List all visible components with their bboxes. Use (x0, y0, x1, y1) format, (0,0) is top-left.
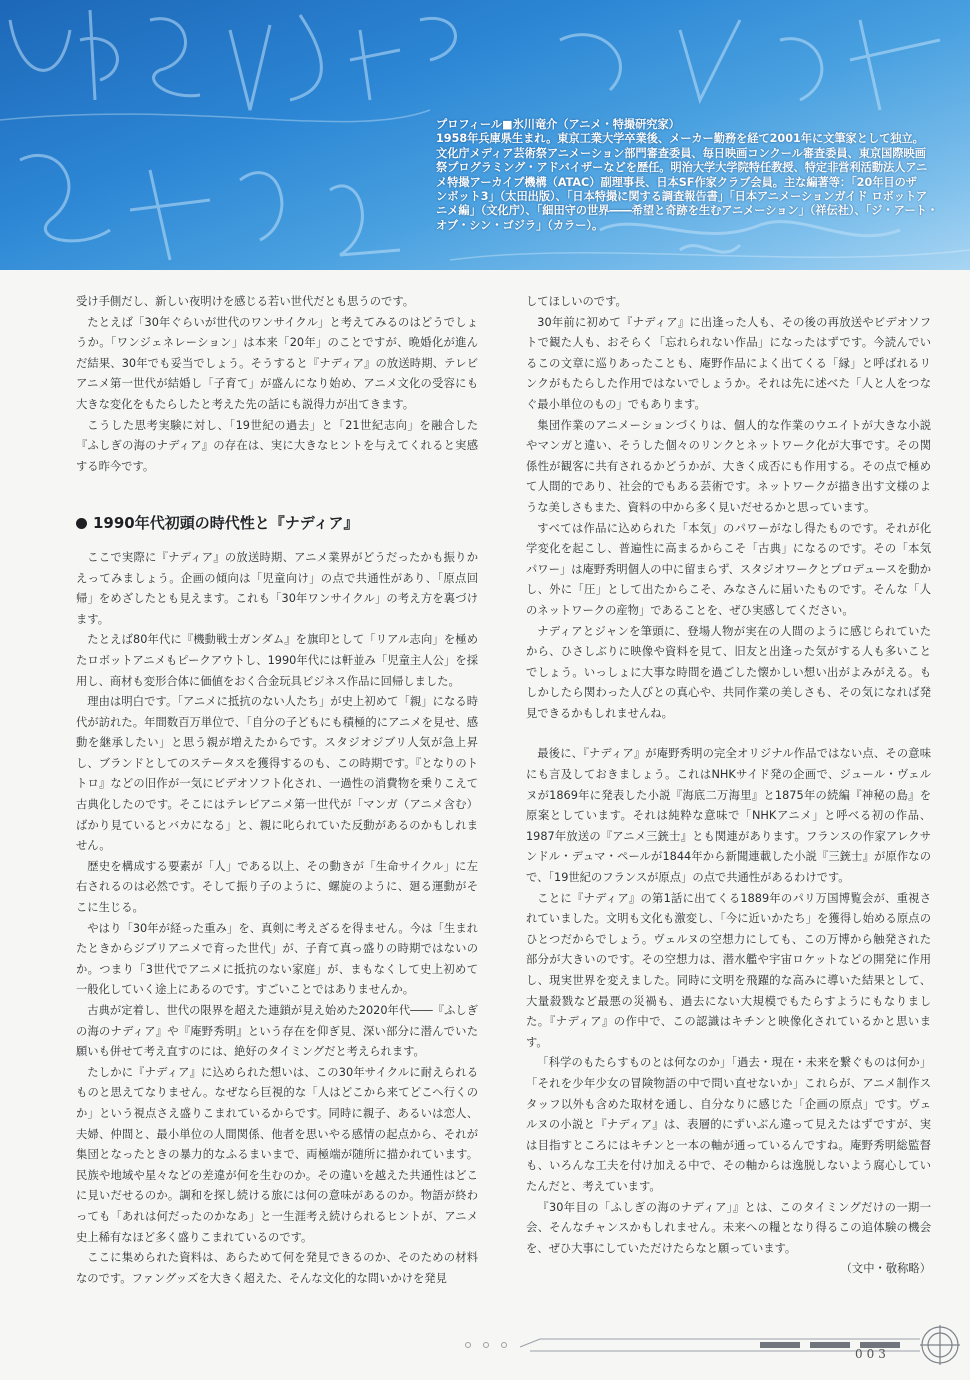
paragraph: 30年前に初めて『ナディア』に出逢った人も、その後の再放送やビデオソフトで観た人も、おそらく「忘れられない作品」になったはずです。今読んでいるこの文章に巡りあったことも、庵野作品によく出てくる「縁」と呼ばれるリンクがもたらした作用ではないでしょうか。それは先に述べた「人と人をつなぐ最小単位のもの」でもあります。 (526, 315, 931, 411)
paragraph: たしかに『ナディア』に込められた想いは、この30年サイクルに耐えられるものと思えてなりません。なぜなら巨視的な「人はどこから来てどこへ行くのか」という視点さえ盛りこまれているからです。同時に親子、あるいは恋人、夫婦、仲間と、最小単位の人間関係、他者を思いやる感情の起点から、それが集団となったときの暴力的なふるまいまで、両極端が随所に描かれています。民族や地域や星々などの差違が何を生むのか。その違いを越えた共通性はどこに見いだせるのか。調和を探し続ける旅には何の意味があるのか。物語が終わっても「あれは何だったのかなあ」と一生涯考え続けられるヒントが、アニメ史上稀有なほど多く盛りこまれているのです。 (76, 1065, 478, 1244)
paragraph: たとえば「30年ぐらいが世代のワンサイクル」と考えてみるのはどうでしょうか。「ワンジェネレーション」は本来「20年」のことですが、晩婚化が進んだ結果、30年でも妥当でしょう。そうすると『ナディア』の放送時期、テレビアニメ第一世代が結婚し「子育て」が盛んになり始め、アニメ文化の受容にも大きな変化をもたらしたと考えた先の話にも説得力が出てきます。 (76, 315, 478, 411)
profile-line: ニメ編」（文化庁）、「細田守の世界――希望と奇跡を生むアニメーション」（祥伝社）、「ジ・アート・ (436, 204, 939, 218)
paragraph: 最後に、『ナディア』が庵野秀明の完全オリジナル作品ではない点、その意味にも言及しておきましょう。これはNHKサイド発の企画で、ジュール・ヴェルヌが1869年に発表した小説『海底二万海里』と1875年の続編『神秘の島』を原案としています。それは純粋な意味で「NHKアニメ」と呼べる初の作品、1987年放送の『アニメ三銃士』とも関連があります。フランスの作家アレクサンドル・デュマ・ペールが1844年から新聞連載した小説『三銃士』が原作なので、「19世紀のフランスが原点」の点で共通性があるわけです。 (526, 747, 931, 885)
footer-ornament (0, 1325, 970, 1380)
paragraph: やはり「30年が経った重み」を、真剣に考えざるを得ません。今は「生まれたときからジブリアニメで育った世代」が、子育て真っ盛りの時期ではないのか。つまり「3世代でアニメに抵抗のない家庭」が、まもなくして史上初めて一般化していく途上にあるのです。すごいことではありませんか。 (76, 921, 478, 997)
paragraph: 古典が定着し、世代の限界を超えた連鎖が見え始めた2020年代――『ふしぎの海のナディア』や『庵野秀明』という存在を仰ぎ見、深い部分に潜んでいた願いも併せて考え直すのには、絶好のタイミングだと考えられます。 (76, 1004, 478, 1059)
paragraph: 集団作業のアニメーションづくりは、個人的な作業のウエイトが大きな小説やマンガと違い、そうした個々のリンクとネットワーク化が大事です。その関係性が観客に共有されるかどうかが、大きく成否にも作用する。その点で極めて人間的であり、社会的でもある芸術です。ネットワークが描き出す文様のような美しさもまた、資料の中から多く見いだせるかと思っています。 (526, 418, 931, 514)
right-column (526, 292, 931, 1280)
profile-line: 1958年兵庫県生まれ。東京工業大学卒業後、メーカー勤務を経て2001年に文筆家として独立。 (436, 132, 924, 146)
section-title: 1990年代初頭の時代性と『ナディア』 (93, 514, 359, 533)
profile-line: オブ・シン・ゴジラ」（カラー）。 (436, 218, 604, 232)
paragraph: ことに『ナディア』の第1話に出てくる1889年のパリ万国博覧会が、重視されていました。文明も文化も激変し、「今に近いかたち」を獲得し始める原点のひとつだからでしょう。ヴェルヌの空想力にしても、この万博から触発された部分が大きいのです。その空想力は、潜水艦や宇宙ロケットなどの開発に作用し、現実世界を変えました。同時に文明を飛躍的な高みに導いた結果として、大量殺戮など最悪の災禍も、過去にない大規模でもたらすようにもなりました。『ナディア』の作中で、この認識はキチンと映像化されているかと思います。 (526, 891, 931, 1049)
page-number: 003 (855, 1347, 890, 1361)
paragraph-gap (526, 724, 931, 744)
compass-icon (920, 1325, 960, 1365)
paragraph: 『30年目の「ふしぎの海のナディア」』とは、このタイミングだけの一期一会、そんなチャンスかもしれません。未来への糧となり得るこの追体験の機会を、ぜひ大事にしていただけたらなと願っています。 (526, 1200, 931, 1255)
signature-note: （文中・敬称略） (840, 1262, 931, 1276)
paragraph: してほしいのです。 (526, 295, 627, 308)
profile-line: メ特撮アーカイブ機構（ATAC）副理事長、日本SF作家クラブ会員。主な編著等：「20年目のザ (436, 175, 917, 189)
paragraph: こうした思考実験に対し、「19世紀の過去」と「21世紀志向」を融合した『ふしぎの海のナディア』の存在は、実に大きなヒントを与えてくれると実感する昨今です。 (76, 418, 478, 473)
paragraph: ここに集められた資料は、あらためて何を発見できるのか、そのための材料なのです。ファングッズを大きく超えた、そんな文化的な問いかけを発見 (76, 1251, 478, 1285)
paragraph: たとえば80年代に『機動戦士ガンダム』を旗印として「リアル志向」を極めたロボットアニメもピークアウトし、1990年代には軒並み「児童主人公」を採用し、商材も変形合体に価値をおく合金玩具ビジネス作品に回帰しました。 (76, 633, 478, 688)
paragraph: 「科学のもたらすものとは何なのか」「過去・現在・未来を繋ぐものは何か」「それを少年少女の冒険物語の中で問い直せないか」これらが、アニメ制作スタッフ以外も含めた取材を通し、自分なりに感じた「企画の原点」です。ヴェルヌの小説と『ナディア』は、表層的にずいぶん違って見えたはずですが、実は目指すところにはキチンと一本の軸が通っているんですね。庵野秀明総監督も、いろんな工夫を付け加える中で、その軸からは逸脱しないよう腐心していたんだと、考えています。 (526, 1056, 931, 1193)
paragraph: すべては作品に込められた「本気」のパワーがなし得たものです。それが化学変化を起こし、普遍性に高まるからこそ「古典」になるのです。その「本気パワー」は庵野秀明個人の中に留まらず、スタジオワークとプロデュースを動かし、外に「圧」として出たからこそ、みなさんに届いたものです。そんな「人のネットワークの産物」であることを、ぜひ実感してください。 (526, 521, 931, 617)
bullet-icon (76, 518, 87, 529)
paragraph: 歴史を構成する要素が「人」である以上、その動きが「生命サイクル」に左右されるのは必然です。そして振り子のように、螺旋のように、廻る運動がそこに生じる。 (76, 859, 478, 915)
header-banner-artwork (0, 0, 970, 270)
left-column (76, 292, 478, 1289)
author-profile (436, 118, 956, 233)
paragraph: 理由は明白です。「アニメに抵抗のない人たち」が史上初めて「親」になる時代が訪れた。年間数百万単位で、「自分の子どもにも積極的にアニメを見せ、感動を継承したい」と思う親が増えたからです。スタジオジブリ人気が急上昇し、ブランドとしてのステータスを獲得するのも、この時期です。『となりのトトロ』などの旧作が一気にビデオソフト化され、一過性の消費物を乗りこえて古典化したのです。そこにはテレビアニメ第一世代が「マンガ（アニメ含む）ばかり見ているとバカになる」と、親に叱られていた反動があるのかもしれません。 (76, 695, 478, 853)
profile-heading: プロフィール■氷川竜介（アニメ・特撮研究家） (436, 118, 680, 131)
profile-line: 文化庁メディア芸術祭アニメーション部門審査委員、毎日映画コンクール審査委員、東京国際映画 (436, 146, 926, 160)
profile-line: ンボット3」（太田出版）、「日本特撮に関する調査報告書」「日本アニメーションガイド ロボットア (436, 190, 928, 204)
section-heading (76, 513, 478, 534)
paragraph: 受け手側だし、新しい夜明けを感じる若い世代だとも思うのです。 (76, 295, 415, 308)
profile-line: 祭プログラミング・アドバイザーなどを歴任。明治大学大学院特任教授、特定非営利活動法人アニ (436, 161, 928, 175)
paragraph: ナディアとジャンを筆頭に、登場人物が実在の人間のように感じられていたから、ひさしぶりに映像や資料を見て、旧友と出逢った気がする人も多いことでしょう。いっしょに大事な時間を過ごした懐かしい想い出がよみがえる。もしかしたら関わった人びとの真心や、共同作業の美しさも、その気になれば発見できるかもしれませんね。 (526, 624, 931, 720)
paragraph: ここで実際に『ナディア』の放送時期、アニメ業界がどうだったかも振りかえってみましょう。企画の傾向は「児童向け」の点で共通性があり、「原点回帰」をめざしたとも見えます。これも「30年ワンサイクル」の考え方を裏づけます。 (76, 550, 478, 626)
